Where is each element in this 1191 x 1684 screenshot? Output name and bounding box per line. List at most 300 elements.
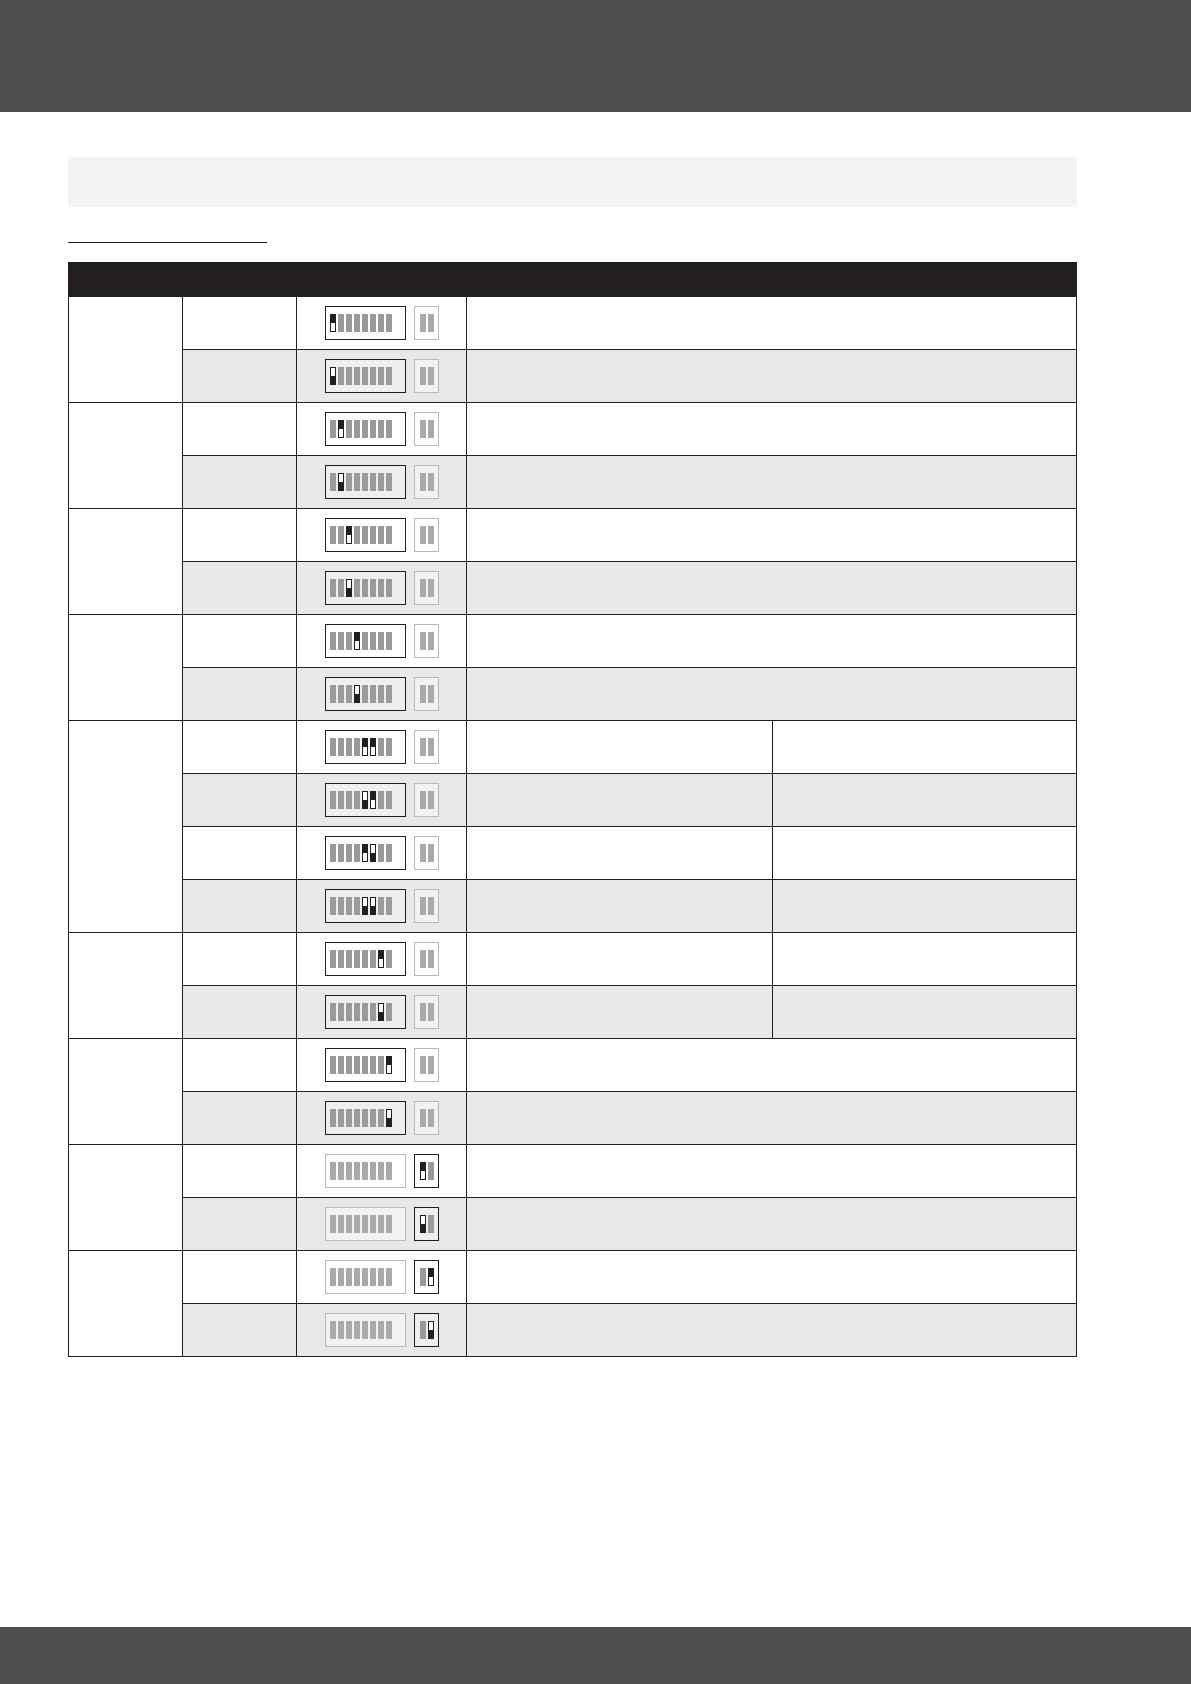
setting-cell — [183, 456, 297, 509]
description-detail-cell — [773, 880, 1077, 933]
aux-switch-position-2 — [428, 950, 434, 968]
main-switch-position-8 — [386, 473, 392, 491]
main-switch-position-6-off — [370, 844, 376, 862]
description-cell — [467, 615, 1077, 668]
main-switch-position-3 — [346, 950, 352, 968]
main-switch-position-7 — [378, 1215, 384, 1233]
main-dip-switch — [325, 412, 406, 446]
main-dip-switch — [325, 465, 406, 499]
switch-diagram — [297, 615, 466, 667]
setting-cell — [183, 1039, 297, 1092]
main-dip-switch — [325, 889, 406, 923]
aux-switch-position-1 — [420, 1321, 426, 1339]
main-switch-position-1 — [330, 897, 336, 915]
description-cell — [467, 1251, 1077, 1304]
main-switch-position-6 — [370, 367, 376, 385]
description-detail-cell — [773, 774, 1077, 827]
main-switch-position-7 — [378, 685, 384, 703]
intro-box — [68, 157, 1077, 207]
main-switch-position-2 — [338, 1321, 344, 1339]
main-dip-switch — [325, 1313, 406, 1347]
main-switch-position-1 — [330, 420, 336, 438]
description-cell — [467, 350, 1077, 403]
main-switch-position-2 — [338, 1056, 344, 1074]
function-group-cell — [69, 509, 183, 615]
aux-switch-position-1 — [420, 1109, 426, 1127]
main-switch-position-4 — [354, 1162, 360, 1180]
switch-cell — [297, 774, 467, 827]
aux-switch-position-1 — [420, 791, 426, 809]
setting-cell — [183, 615, 297, 668]
main-switch-position-7 — [378, 1056, 384, 1074]
aux-switch-position-2 — [428, 526, 434, 544]
main-switch-position-5-off — [362, 897, 368, 915]
main-switch-position-5 — [362, 314, 368, 332]
main-switch-position-3 — [346, 897, 352, 915]
main-switch-position-3 — [346, 791, 352, 809]
table-row — [69, 880, 1077, 933]
aux-switch-position-2 — [428, 738, 434, 756]
main-switch-position-2 — [338, 367, 344, 385]
aux-switch-position-1-on — [420, 1162, 426, 1180]
function-group-cell — [69, 1039, 183, 1145]
main-switch-position-4 — [354, 420, 360, 438]
description-detail-cell — [773, 721, 1077, 774]
aux-dip-switch — [414, 783, 439, 817]
switch-cell — [297, 1092, 467, 1145]
switch-cell — [297, 1039, 467, 1092]
main-switch-position-3 — [346, 1109, 352, 1127]
main-switch-position-1 — [330, 1162, 336, 1180]
aux-switch-position-2 — [428, 791, 434, 809]
main-switch-position-4 — [354, 314, 360, 332]
main-dip-switch — [325, 783, 406, 817]
main-dip-switch — [325, 306, 406, 340]
aux-switch-position-2 — [428, 1162, 434, 1180]
main-switch-position-3 — [346, 367, 352, 385]
main-switch-position-4 — [354, 1215, 360, 1233]
main-switch-position-8 — [386, 1162, 392, 1180]
switch-diagram — [297, 933, 466, 985]
setting-cell — [183, 827, 297, 880]
main-switch-position-8 — [386, 844, 392, 862]
main-switch-position-7 — [378, 473, 384, 491]
aux-switch-position-1 — [420, 1268, 426, 1286]
switch-cell — [297, 827, 467, 880]
function-group-cell — [69, 297, 183, 403]
main-switch-position-6 — [370, 632, 376, 650]
main-dip-switch — [325, 624, 406, 658]
main-switch-position-7 — [378, 314, 384, 332]
aux-dip-switch — [414, 518, 439, 552]
main-switch-position-4 — [354, 1321, 360, 1339]
main-switch-position-4 — [354, 1056, 360, 1074]
switch-cell — [297, 880, 467, 933]
main-switch-position-7 — [378, 526, 384, 544]
switch-diagram — [297, 1092, 466, 1144]
aux-switch-position-2 — [428, 314, 434, 332]
main-switch-position-2 — [338, 1268, 344, 1286]
main-switch-position-8 — [386, 1215, 392, 1233]
main-dip-switch — [325, 1048, 406, 1082]
setting-cell — [183, 350, 297, 403]
main-switch-position-1 — [330, 579, 336, 597]
main-dip-switch — [325, 942, 406, 976]
switch-diagram — [297, 668, 466, 720]
setting-cell — [183, 403, 297, 456]
main-switch-position-8 — [386, 1268, 392, 1286]
setting-cell — [183, 1145, 297, 1198]
main-switch-position-8 — [386, 1321, 392, 1339]
main-switch-position-2 — [338, 950, 344, 968]
main-switch-position-2-on — [338, 420, 344, 438]
main-switch-position-1 — [330, 1215, 336, 1233]
main-switch-position-6 — [370, 1056, 376, 1074]
main-switch-position-7 — [378, 579, 384, 597]
main-dip-switch — [325, 677, 406, 711]
main-switch-position-6 — [370, 1215, 376, 1233]
main-switch-position-8 — [386, 632, 392, 650]
main-switch-position-6 — [370, 685, 376, 703]
main-dip-switch — [325, 571, 406, 605]
main-switch-position-6 — [370, 1109, 376, 1127]
main-switch-position-3 — [346, 738, 352, 756]
main-switch-position-3 — [346, 473, 352, 491]
setting-cell — [183, 562, 297, 615]
setting-cell — [183, 297, 297, 350]
function-group-cell — [69, 1145, 183, 1251]
aux-dip-switch — [414, 1313, 439, 1347]
main-switch-position-5-off — [362, 791, 368, 809]
main-switch-position-5 — [362, 1162, 368, 1180]
setting-cell — [183, 721, 297, 774]
main-switch-position-2 — [338, 738, 344, 756]
aux-dip-switch — [414, 1260, 439, 1294]
main-switch-position-1 — [330, 526, 336, 544]
main-switch-position-3 — [346, 314, 352, 332]
table-row — [69, 933, 1077, 986]
main-switch-position-5 — [362, 367, 368, 385]
main-switch-position-5 — [362, 1321, 368, 1339]
setting-cell — [183, 1198, 297, 1251]
aux-dip-switch — [414, 730, 439, 764]
main-switch-position-6-on — [370, 738, 376, 756]
main-switch-position-2 — [338, 1109, 344, 1127]
main-switch-position-1 — [330, 950, 336, 968]
main-switch-position-7 — [378, 1321, 384, 1339]
aux-dip-switch — [414, 889, 439, 923]
main-switch-position-8 — [386, 314, 392, 332]
main-switch-position-8 — [386, 950, 392, 968]
main-switch-position-2 — [338, 579, 344, 597]
description-cell — [467, 1145, 1077, 1198]
switch-diagram — [297, 986, 466, 1038]
header-band — [0, 0, 1191, 112]
setting-cell — [183, 668, 297, 721]
aux-switch-position-2-on — [428, 1268, 434, 1286]
main-switch-position-8 — [386, 526, 392, 544]
main-dip-switch — [325, 836, 406, 870]
main-switch-position-1 — [330, 1268, 336, 1286]
switch-cell — [297, 721, 467, 774]
aux-switch-position-1 — [420, 738, 426, 756]
table-row — [69, 1198, 1077, 1251]
main-switch-position-2 — [338, 632, 344, 650]
main-switch-position-3 — [346, 685, 352, 703]
table-header-row — [69, 263, 1077, 297]
switch-cell — [297, 986, 467, 1039]
main-dip-switch — [325, 359, 406, 393]
main-switch-position-8 — [386, 738, 392, 756]
aux-switch-position-1 — [420, 897, 426, 915]
table-row — [69, 668, 1077, 721]
main-switch-position-5 — [362, 1215, 368, 1233]
main-dip-switch — [325, 995, 406, 1029]
main-switch-position-3-on — [346, 526, 352, 544]
main-switch-position-2 — [338, 526, 344, 544]
aux-switch-position-2-off — [428, 1321, 434, 1339]
header-setting — [183, 263, 297, 297]
table-row — [69, 615, 1077, 668]
switch-diagram — [297, 456, 466, 508]
switch-diagram — [297, 1145, 466, 1197]
main-switch-position-4-off — [354, 685, 360, 703]
main-dip-switch — [325, 1101, 406, 1135]
aux-switch-position-2 — [428, 685, 434, 703]
table-row — [69, 509, 1077, 562]
aux-dip-switch — [414, 942, 439, 976]
aux-switch-position-2 — [428, 420, 434, 438]
main-switch-position-6 — [370, 473, 376, 491]
table-row — [69, 456, 1077, 509]
switch-diagram — [297, 827, 466, 879]
description-cell — [467, 1304, 1077, 1357]
main-switch-position-5 — [362, 526, 368, 544]
main-switch-position-5 — [362, 685, 368, 703]
description-cell — [467, 933, 773, 986]
aux-switch-position-2 — [428, 473, 434, 491]
main-switch-position-4-on — [354, 632, 360, 650]
aux-dip-switch — [414, 571, 439, 605]
main-switch-position-2-off — [338, 473, 344, 491]
switch-diagram — [297, 297, 466, 349]
dip-switch-settings-table — [68, 262, 1077, 1357]
table-row — [69, 1145, 1077, 1198]
main-switch-position-7 — [378, 791, 384, 809]
main-switch-position-5 — [362, 420, 368, 438]
main-switch-position-5 — [362, 1003, 368, 1021]
switch-cell — [297, 456, 467, 509]
description-cell — [467, 880, 773, 933]
table-row — [69, 986, 1077, 1039]
main-switch-position-3 — [346, 1215, 352, 1233]
main-switch-position-4 — [354, 791, 360, 809]
main-switch-position-3 — [346, 1321, 352, 1339]
main-switch-position-2 — [338, 1215, 344, 1233]
main-switch-position-6 — [370, 1321, 376, 1339]
main-switch-position-3-off — [346, 579, 352, 597]
main-switch-position-6 — [370, 950, 376, 968]
main-switch-position-7 — [378, 632, 384, 650]
aux-switch-position-1 — [420, 1056, 426, 1074]
main-switch-position-6 — [370, 579, 376, 597]
main-switch-position-5 — [362, 1268, 368, 1286]
aux-switch-position-2 — [428, 1003, 434, 1021]
table-row — [69, 827, 1077, 880]
main-switch-position-5 — [362, 579, 368, 597]
main-switch-position-1 — [330, 1003, 336, 1021]
setting-cell — [183, 774, 297, 827]
function-group-cell — [69, 721, 183, 933]
header-description — [467, 263, 1077, 297]
aux-switch-position-1 — [420, 579, 426, 597]
setting-cell — [183, 1092, 297, 1145]
main-switch-position-8 — [386, 1003, 392, 1021]
main-switch-position-7 — [378, 1109, 384, 1127]
main-switch-position-6 — [370, 420, 376, 438]
aux-switch-position-1 — [420, 473, 426, 491]
main-switch-position-1-on — [330, 314, 336, 332]
table-row — [69, 721, 1077, 774]
section-title-underline — [68, 242, 267, 243]
main-switch-position-8-on — [386, 1056, 392, 1074]
main-switch-position-1 — [330, 738, 336, 756]
aux-dip-switch — [414, 306, 439, 340]
main-switch-position-7 — [378, 420, 384, 438]
main-switch-position-8 — [386, 367, 392, 385]
main-switch-position-6-on — [370, 791, 376, 809]
switch-diagram — [297, 880, 466, 932]
setting-cell — [183, 509, 297, 562]
switch-cell — [297, 562, 467, 615]
main-switch-position-1 — [330, 1056, 336, 1074]
main-switch-position-1-off — [330, 367, 336, 385]
aux-switch-position-1-off — [420, 1215, 426, 1233]
description-cell — [467, 668, 1077, 721]
switch-diagram — [297, 774, 466, 826]
main-switch-position-3 — [346, 1056, 352, 1074]
main-switch-position-1 — [330, 791, 336, 809]
main-switch-position-6 — [370, 314, 376, 332]
aux-switch-position-1 — [420, 685, 426, 703]
main-switch-position-2 — [338, 897, 344, 915]
main-switch-position-7 — [378, 738, 384, 756]
main-switch-position-5 — [362, 632, 368, 650]
main-switch-position-2 — [338, 685, 344, 703]
main-switch-position-7-off — [378, 1003, 384, 1021]
aux-dip-switch — [414, 677, 439, 711]
description-cell — [467, 562, 1077, 615]
main-switch-position-1 — [330, 632, 336, 650]
switch-diagram — [297, 1304, 466, 1356]
switch-cell — [297, 1304, 467, 1357]
main-switch-position-8-off — [386, 1109, 392, 1127]
main-switch-position-3 — [346, 1003, 352, 1021]
aux-dip-switch — [414, 1207, 439, 1241]
header-switch — [297, 263, 467, 297]
table-row — [69, 350, 1077, 403]
function-group-cell — [69, 403, 183, 509]
aux-dip-switch — [414, 1154, 439, 1188]
footer-band — [0, 1627, 1191, 1684]
main-switch-position-6 — [370, 1162, 376, 1180]
main-switch-position-1 — [330, 685, 336, 703]
aux-switch-position-2 — [428, 1215, 434, 1233]
main-switch-position-7-on — [378, 950, 384, 968]
description-cell — [467, 774, 773, 827]
aux-switch-position-1 — [420, 844, 426, 862]
main-switch-position-4 — [354, 950, 360, 968]
main-switch-position-4 — [354, 526, 360, 544]
setting-cell — [183, 933, 297, 986]
main-switch-position-8 — [386, 685, 392, 703]
main-switch-position-3 — [346, 1268, 352, 1286]
aux-switch-position-1 — [420, 420, 426, 438]
main-switch-position-5 — [362, 473, 368, 491]
description-cell — [467, 1198, 1077, 1251]
main-switch-position-7 — [378, 1268, 384, 1286]
main-switch-position-1 — [330, 1321, 336, 1339]
main-dip-switch — [325, 1260, 406, 1294]
main-switch-position-1 — [330, 1109, 336, 1127]
description-cell — [467, 297, 1077, 350]
description-cell — [467, 509, 1077, 562]
setting-cell — [183, 880, 297, 933]
main-switch-position-3 — [346, 632, 352, 650]
main-switch-position-4 — [354, 738, 360, 756]
main-switch-position-7 — [378, 897, 384, 915]
switch-diagram — [297, 509, 466, 561]
description-detail-cell — [773, 827, 1077, 880]
main-switch-position-4 — [354, 844, 360, 862]
function-group-cell — [69, 1251, 183, 1357]
aux-dip-switch — [414, 1101, 439, 1135]
switch-diagram — [297, 1251, 466, 1303]
table-row — [69, 297, 1077, 350]
main-switch-position-7 — [378, 1162, 384, 1180]
main-switch-position-4 — [354, 1109, 360, 1127]
switch-cell — [297, 668, 467, 721]
table-row — [69, 403, 1077, 456]
aux-dip-switch — [414, 995, 439, 1029]
aux-switch-position-2 — [428, 579, 434, 597]
switch-cell — [297, 1145, 467, 1198]
description-cell — [467, 721, 773, 774]
main-switch-position-5 — [362, 950, 368, 968]
aux-dip-switch — [414, 836, 439, 870]
switch-cell — [297, 297, 467, 350]
aux-dip-switch — [414, 359, 439, 393]
function-group-cell — [69, 615, 183, 721]
description-cell — [467, 1092, 1077, 1145]
main-switch-position-2 — [338, 844, 344, 862]
aux-switch-position-1 — [420, 1003, 426, 1021]
setting-cell — [183, 986, 297, 1039]
switch-cell — [297, 1251, 467, 1304]
switch-diagram — [297, 350, 466, 402]
aux-switch-position-1 — [420, 632, 426, 650]
main-switch-position-4 — [354, 1268, 360, 1286]
switch-cell — [297, 615, 467, 668]
switch-diagram — [297, 562, 466, 614]
main-dip-switch — [325, 730, 406, 764]
main-switch-position-8 — [386, 791, 392, 809]
table-row — [69, 1304, 1077, 1357]
main-switch-position-6-off — [370, 897, 376, 915]
table-row — [69, 562, 1077, 615]
switch-cell — [297, 350, 467, 403]
main-switch-position-4 — [354, 1003, 360, 1021]
